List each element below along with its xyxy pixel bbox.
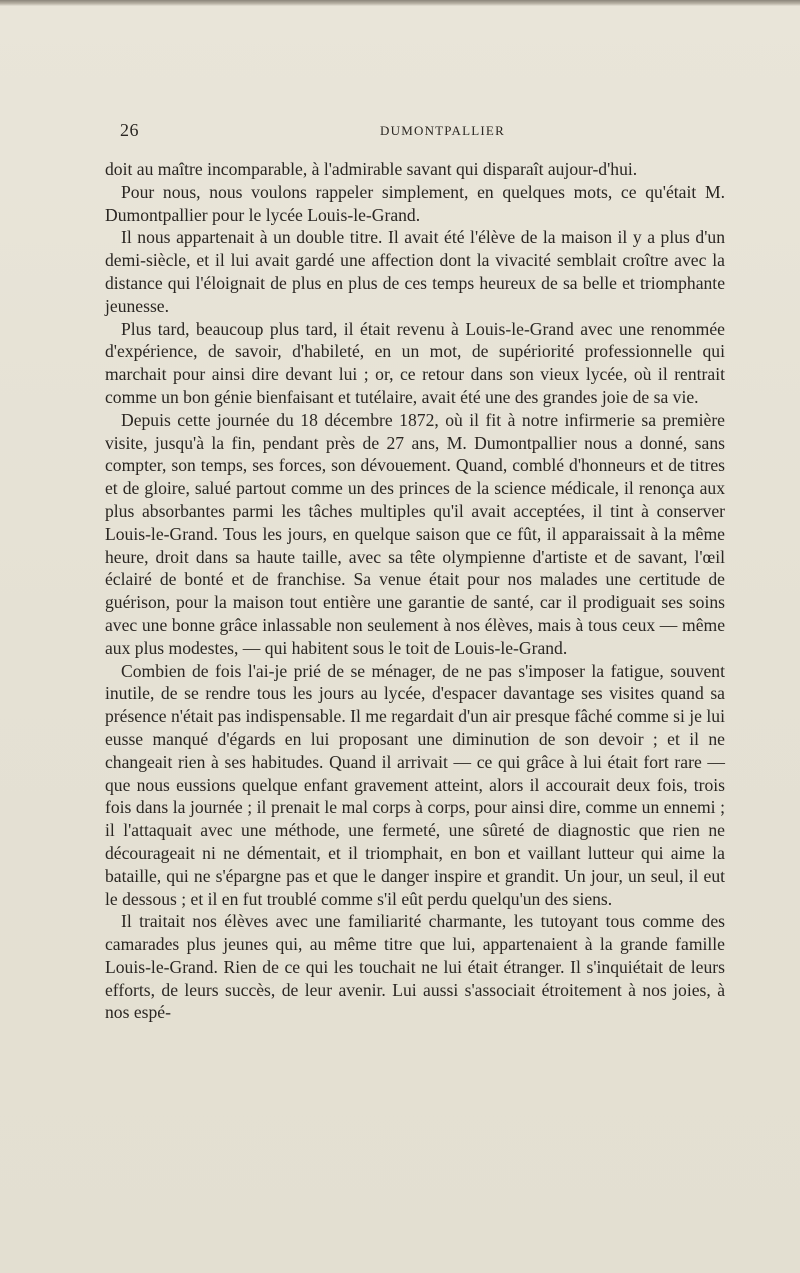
paragraph-4: Plus tard, beaucoup plus tard, il était revenu à Louis-le-Grand avec une renommée d'expérience, de savoir, d'habileté, en un mot, de supériorité professionnelle qui marchait pour ainsi dire devant lui ; or, ce retour dans son vieux lycée, où il rentrait comme un bon génie bienfaisant et tutélaire, avait été une des grandes joie de sa vie. <box>105 318 725 407</box>
running-title: DUMONTPALLIER <box>380 123 505 138</box>
paragraph-1: doit au maître incomparable, à l'admirable savant qui disparaît aujour-d'hui. <box>105 159 638 179</box>
top-edge <box>0 0 800 6</box>
paragraph-6: Combien de fois l'ai-je prié de se ménager, de ne pas s'imposer la fatigue, souvent inutile, de se rendre tous les jours au lycée, d'espacer davantage ses visites quand sa présence n'était pas indispensable. Il me regardait d'un air presque fâché comme si je lui eusse manqué d'égards en lui proposant une diminution de son devoir ; et il ne changeait rien à ses habitudes. Quand il arrivait — ce qui grâce à lui était fort rare — que nous eussions quelque enfant gravement atteint, alors il accourait deux fois, trois fois dans la journée ; il prenait le mal corps à corps, pour ainsi dire, comme un ennemi ; il l'attaquait avec une méthode, une fermeté, une sûreté de diagnostic que rien ne décourageait ni ne démentait, et il triomphait, en bon et vaillant lutteur qui aime la bataille, qui ne s'épargne pas et que le danger inspire et grandit. Un jour, un seul, il eut le dessous ; et il en fut troublé comme s'il eût perdu quelqu'un des siens. <box>105 660 725 909</box>
paragraph-5: Depuis cette journée du 18 décembre 1872, où il fit à notre infirmerie sa première visite, jusqu'à la fin, pendant près de 27 ans, M. Dumontpallier nous a donné, sans compter, son temps, ses forces, son dévouement. Quand, comblé d'honneurs et de titres et de gloire, salué partout comme un des princes de la science médicale, il renonça aux plus absorbantes parmi les tâches multiples qu'il avait acceptées, il tint à conserver Louis-le-Grand. Tous les jours, en quelque saison que ce fût, il apparaissait à la même heure, droit dans sa haute taille, avec sa tête olympienne d'artiste et de savant, l'œil éclairé de bonté et de franchise. Sa venue était pour nos malades une certitude de guérison, pour la maison tout entière une garantie de santé, car il prodiguait ses soins avec une bonne grâce inlassable non seulement à nos élèves, mais à tous ceux — même aux plus modestes, — qui habitent sous le toit de Louis-le-Grand. <box>105 409 725 658</box>
body-text <box>105 158 725 1024</box>
page-number: 26 <box>120 120 139 140</box>
paragraph-3: Il nous appartenait à un double titre. Il avait été l'élève de la maison il y a plus d'un demi-siècle, et il lui avait gardé une affection dont la vivacité semblait croître avec la distance qui l'éloignait de plus en plus de ces temps heureux de sa belle et triomphante jeunesse. <box>105 227 725 316</box>
paragraph-2: Pour nous, nous voulons rappeler simplement, en quelques mots, ce qu'était M. Dumontpallier pour le lycée Louis-le-Grand. <box>105 181 725 225</box>
page-header <box>120 120 725 144</box>
paragraph-7: Il traitait nos élèves avec une familiarité charmante, les tutoyant tous comme des camarades plus jeunes qui, au même titre que lui, appartenaient à la grande famille Louis-le-Grand. Rien de ce qui les touchait ne lui était étranger. Il s'inquiétait de leurs efforts, de leurs succès, de leur avenir. Lui aussi s'associait étroitement à nos joies, à nos espé- <box>105 911 725 1023</box>
